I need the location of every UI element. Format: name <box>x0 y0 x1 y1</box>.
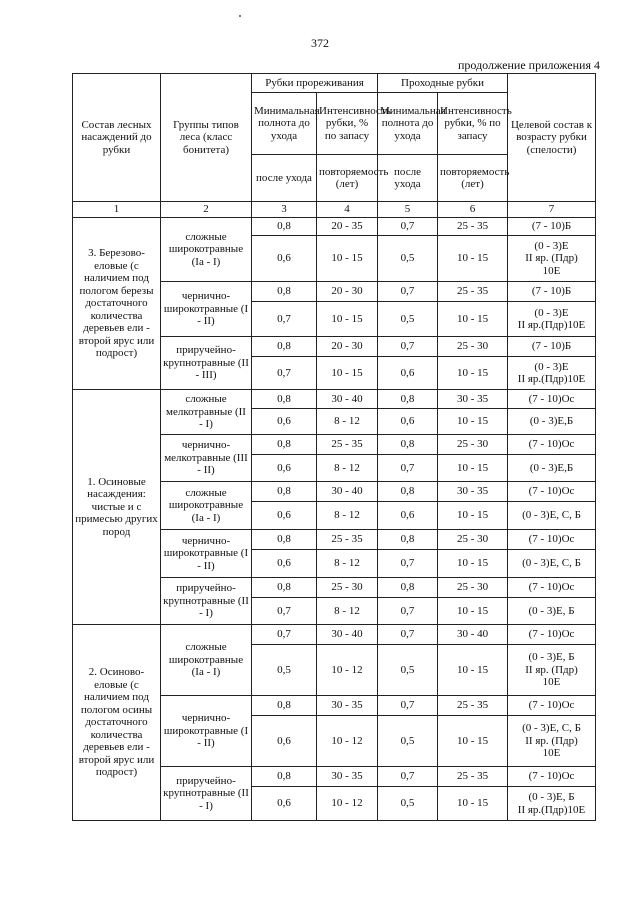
passage-min-density-value: 0,5 <box>378 302 438 337</box>
header-intensity-2: Интенсивность рубки, % по запасу <box>438 93 508 155</box>
intensity-value: 8 - 12 <box>317 455 378 482</box>
forest-type-group: приручейно-крупнотравные (II - I) <box>161 578 252 625</box>
intensity-value: 8 - 12 <box>317 598 378 625</box>
intensity-value: 20 - 35 <box>317 218 378 236</box>
passage-intensity-value: 25 - 35 <box>438 282 508 302</box>
header-repeat: повторяемость (лет) <box>317 155 378 202</box>
passage-intensity-value: 10 - 15 <box>438 357 508 390</box>
passage-min-density-value: 0,7 <box>378 767 438 787</box>
passage-min-density-value: 0,7 <box>378 282 438 302</box>
intensity-value: 10 - 12 <box>317 645 378 696</box>
min-density-value: 0,8 <box>252 696 317 716</box>
passage-intensity-value: 25 - 30 <box>438 435 508 455</box>
passage-min-density-value: 0,8 <box>378 530 438 550</box>
table-row <box>73 625 596 645</box>
forest-type-group: чернично-широкотравные (I - II) <box>161 282 252 337</box>
forest-type-group: сложные широкотравные (Ia - I) <box>161 218 252 282</box>
passage-min-density-value: 0,5 <box>378 716 438 767</box>
passage-intensity-value: 10 - 15 <box>438 455 508 482</box>
target-composition-value: (7 - 10)Ос <box>508 696 596 716</box>
target-composition-value: (0 - 3)Е II яр. (Пдр) 10Е <box>508 236 596 282</box>
passage-min-density-value: 0,7 <box>378 598 438 625</box>
target-composition-value: (7 - 10)Ос <box>508 435 596 455</box>
target-composition-value: (0 - 3)Е, Б <box>508 598 596 625</box>
column-number: 7 <box>508 202 596 218</box>
forest-type-group: чернично-широкотравные (I - II) <box>161 696 252 767</box>
passage-min-density-value: 0,5 <box>378 645 438 696</box>
target-composition-value: (0 - 3)Е, С, Б II яр. (Пдр) 10Е <box>508 716 596 767</box>
min-density-value: 0,8 <box>252 390 317 409</box>
header-intensity: Интенсивность рубки, % по запасу <box>317 93 378 155</box>
intensity-value: 20 - 30 <box>317 282 378 302</box>
min-density-value: 0,8 <box>252 282 317 302</box>
min-density-value: 0,8 <box>252 530 317 550</box>
target-composition-value: (7 - 10)Б <box>508 282 596 302</box>
passage-min-density-value: 0,8 <box>378 578 438 598</box>
intensity-value: 25 - 35 <box>317 530 378 550</box>
min-density-value: 0,8 <box>252 767 317 787</box>
column-number: 3 <box>252 202 317 218</box>
passage-min-density-value: 0,7 <box>378 550 438 578</box>
header-min-density: Минимальная полнота до ухода <box>252 93 317 155</box>
min-density-value: 0,6 <box>252 455 317 482</box>
min-density-value: 0,6 <box>252 409 317 435</box>
min-density-value: 0,8 <box>252 337 317 357</box>
passage-min-density-value: 0,6 <box>378 357 438 390</box>
passage-min-density-value: 0,6 <box>378 409 438 435</box>
continuation-note: продолжение приложения 4 <box>458 58 600 72</box>
passage-min-density-value: 0,7 <box>378 337 438 357</box>
target-composition-value: (7 - 10)Ос <box>508 625 596 645</box>
passage-min-density-value: 0,5 <box>378 787 438 821</box>
target-composition-value: (7 - 10)Б <box>508 218 596 236</box>
min-density-value: 0,6 <box>252 502 317 530</box>
min-density-value: 0,5 <box>252 645 317 696</box>
column-number: 1 <box>73 202 161 218</box>
target-composition-value: (7 - 10)Ос <box>508 530 596 550</box>
column-number: 4 <box>317 202 378 218</box>
target-composition-value: (7 - 10)Ос <box>508 390 596 409</box>
stand-composition: 1. Осиновые насаждения: чистые и с примесью других пород <box>73 390 161 625</box>
intensity-value: 30 - 40 <box>317 625 378 645</box>
passage-min-density-value: 0,7 <box>378 218 438 236</box>
min-density-value: 0,6 <box>252 787 317 821</box>
passage-intensity-value: 10 - 15 <box>438 236 508 282</box>
column-number: 2 <box>161 202 252 218</box>
passage-intensity-value: 30 - 35 <box>438 390 508 409</box>
min-density-value: 0,6 <box>252 550 317 578</box>
min-density-value: 0,7 <box>252 598 317 625</box>
table-row <box>73 390 596 409</box>
table-body <box>73 218 596 821</box>
target-composition-value: (7 - 10)Б <box>508 337 596 357</box>
intensity-value: 10 - 15 <box>317 236 378 282</box>
forest-type-group: чернично-широкотравные (I - II) <box>161 530 252 578</box>
passage-intensity-value: 10 - 15 <box>438 787 508 821</box>
intensity-value: 8 - 12 <box>317 502 378 530</box>
target-composition-value: (0 - 3)Е,Б <box>508 409 596 435</box>
target-composition-value: (0 - 3)Е II яр.(Пдр)10Е <box>508 302 596 337</box>
target-composition-value: (0 - 3)Е,Б <box>508 455 596 482</box>
forest-type-group: сложные широкотравные (Ia - I) <box>161 625 252 696</box>
intensity-value: 10 - 15 <box>317 357 378 390</box>
min-density-value: 0,7 <box>252 357 317 390</box>
header-forest-groups: Группы типов леса (класс бонитета) <box>161 74 252 202</box>
target-composition-value: (0 - 3)Е, Б II яр.(Пдр)10Е <box>508 787 596 821</box>
forest-type-group: сложные мелкотравные (II - I) <box>161 390 252 435</box>
passage-intensity-value: 25 - 30 <box>438 578 508 598</box>
intensity-value: 8 - 12 <box>317 409 378 435</box>
header-min-density-2: Минимальная полнота до ухода <box>378 93 438 155</box>
intensity-value: 30 - 35 <box>317 767 378 787</box>
header-passage: Проходные рубки <box>378 74 508 93</box>
target-composition-value: (7 - 10)Ос <box>508 578 596 598</box>
intensity-value: 25 - 30 <box>317 578 378 598</box>
passage-min-density-value: 0,7 <box>378 455 438 482</box>
page-number: 372 <box>311 36 329 50</box>
intensity-value: 25 - 35 <box>317 435 378 455</box>
target-composition-value: (0 - 3)Е, С, Б <box>508 502 596 530</box>
passage-intensity-value: 25 - 30 <box>438 337 508 357</box>
stand-composition: 2. Осиново-еловые (с наличием под пологом осины достаточного количества деревьев ели - второй ярус или подрост) <box>73 625 161 821</box>
passage-intensity-value: 10 - 15 <box>438 502 508 530</box>
min-density-value: 0,8 <box>252 435 317 455</box>
header-repeat-2: повторяемость (лет) <box>438 155 508 202</box>
passage-intensity-value: 25 - 35 <box>438 218 508 236</box>
intensity-value: 20 - 30 <box>317 337 378 357</box>
passage-intensity-value: 30 - 40 <box>438 625 508 645</box>
passage-min-density-value: 0,7 <box>378 696 438 716</box>
target-composition-value: (0 - 3)Е, Б II яр. (Пдр) 10Е <box>508 645 596 696</box>
stand-composition: 3. Березово-еловые (с наличием под пологом березы достаточного количества деревьев ели - второй ярус или подрост) <box>73 218 161 390</box>
passage-intensity-value: 25 - 30 <box>438 530 508 550</box>
passage-min-density-value: 0,7 <box>378 625 438 645</box>
forest-type-group: приручейно-крупнотравные (II - I) <box>161 767 252 821</box>
stray-mark <box>239 15 241 17</box>
min-density-value: 0,7 <box>252 302 317 337</box>
forest-type-group: чернично-мелкотравные (III - II) <box>161 435 252 482</box>
min-density-value: 0,6 <box>252 236 317 282</box>
passage-intensity-value: 10 - 15 <box>438 409 508 435</box>
intensity-value: 8 - 12 <box>317 550 378 578</box>
target-composition-value: (7 - 10)Ос <box>508 482 596 502</box>
intensity-value: 10 - 12 <box>317 716 378 767</box>
header-target: Целевой состав к возрасту рубки (спелости) <box>508 74 596 202</box>
passage-min-density-value: 0,8 <box>378 482 438 502</box>
intensity-value: 10 - 15 <box>317 302 378 337</box>
passage-intensity-value: 25 - 35 <box>438 767 508 787</box>
forest-type-group: приручейно-крупнотравные (II - III) <box>161 337 252 390</box>
passage-intensity-value: 10 - 15 <box>438 716 508 767</box>
intensity-value: 30 - 40 <box>317 482 378 502</box>
min-density-value: 0,8 <box>252 578 317 598</box>
min-density-value: 0,7 <box>252 625 317 645</box>
min-density-value: 0,8 <box>252 218 317 236</box>
header-after: после ухода <box>252 155 317 202</box>
passage-intensity-value: 10 - 15 <box>438 645 508 696</box>
target-composition-value: (0 - 3)Е, С, Б <box>508 550 596 578</box>
passage-intensity-value: 30 - 35 <box>438 482 508 502</box>
table-row <box>73 218 596 236</box>
column-number: 5 <box>378 202 438 218</box>
passage-intensity-value: 25 - 35 <box>438 696 508 716</box>
intensity-value: 30 - 40 <box>317 390 378 409</box>
target-composition-value: (7 - 10)Ос <box>508 767 596 787</box>
intensity-value: 30 - 35 <box>317 696 378 716</box>
passage-intensity-value: 10 - 15 <box>438 550 508 578</box>
forest-thinning-table <box>72 73 596 821</box>
intensity-value: 10 - 12 <box>317 787 378 821</box>
min-density-value: 0,6 <box>252 716 317 767</box>
passage-min-density-value: 0,6 <box>378 502 438 530</box>
passage-min-density-value: 0,5 <box>378 236 438 282</box>
min-density-value: 0,8 <box>252 482 317 502</box>
header-thinning: Рубки прореживания <box>252 74 378 93</box>
target-composition-value: (0 - 3)Е II яр.(Пдр)10Е <box>508 357 596 390</box>
passage-min-density-value: 0,8 <box>378 435 438 455</box>
column-number: 6 <box>438 202 508 218</box>
passage-intensity-value: 10 - 15 <box>438 598 508 625</box>
forest-type-group: сложные широкотравные (Ia - I) <box>161 482 252 530</box>
header-composition: Состав лесных насаждений до рубки <box>73 74 161 202</box>
passage-intensity-value: 10 - 15 <box>438 302 508 337</box>
passage-min-density-value: 0,8 <box>378 390 438 409</box>
header-after-2: после ухода <box>378 155 438 202</box>
